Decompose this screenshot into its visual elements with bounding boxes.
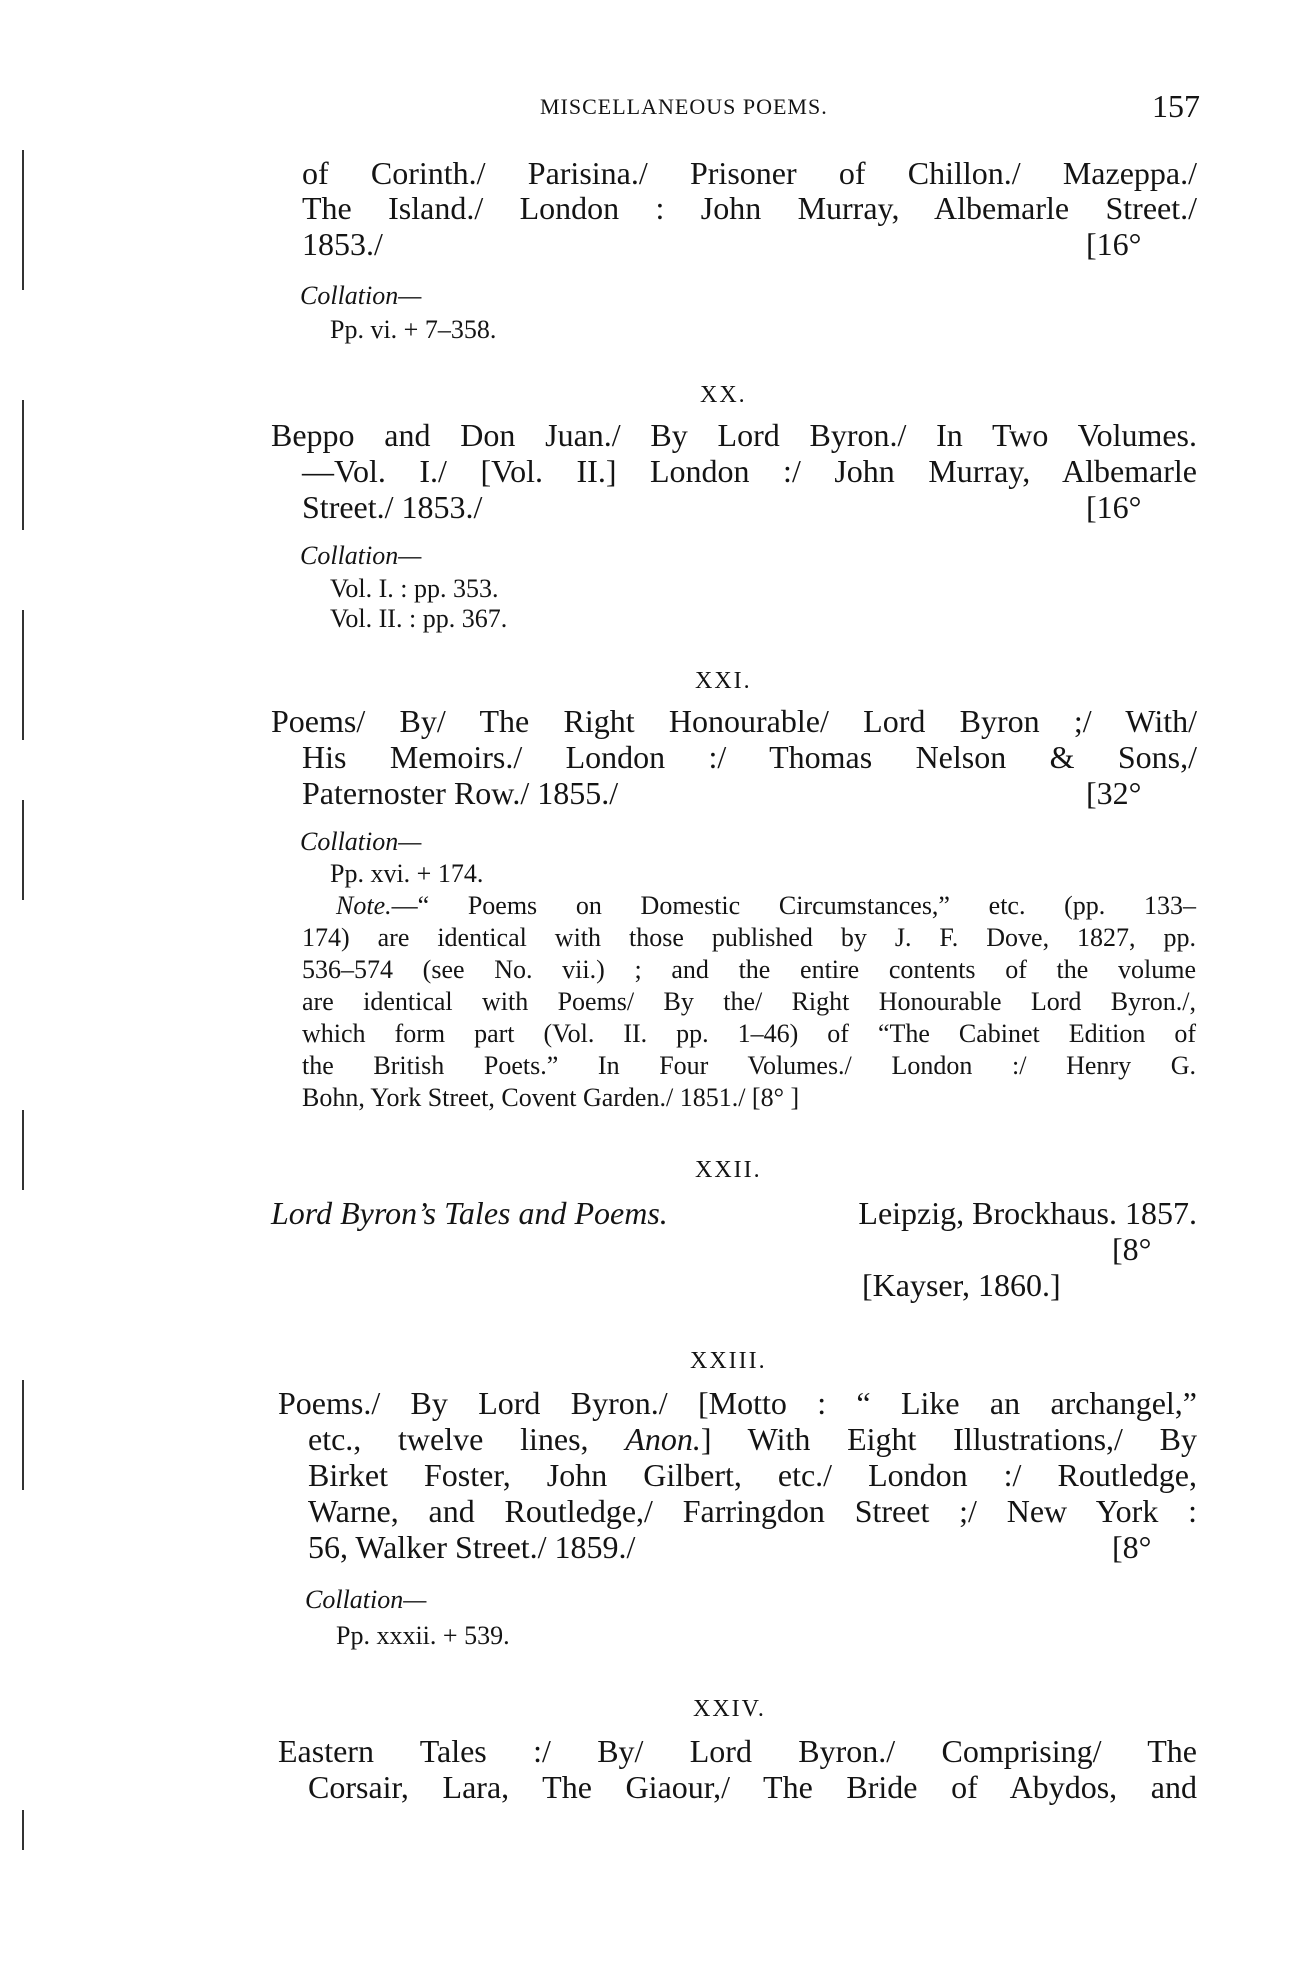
note-line: 536–574 (see No. vii.) ; and the entire contents of the volume [302,955,1196,984]
entry-text: ] With Eight Illustrations,/ By [700,1421,1198,1457]
page-number: 157 [1152,88,1200,124]
entry-line: Beppo and Don Juan./ By Lord Byron./ In Two Volumes. [271,417,1197,453]
entry-line: Poems/ By/ The Right Honourable/ Lord Byron ;/ With/ [271,703,1197,739]
collation-label: Collation— [300,541,422,570]
entry-number: XXIII. [690,1348,767,1374]
note-line: 174) are identical with those published by J. F. Dove, 1827, pp. [302,923,1196,952]
entry-line: 1853./ [302,226,383,262]
note-text: —“ Poems on Domestic Circumstances,” etc. (pp. 133– [391,891,1196,920]
note-line: which form part (Vol. II. pp. 1–46) of “The Cabinet Edition of [302,1019,1196,1048]
format-mark: [8° [1112,1231,1152,1267]
collation-label: Collation— [305,1585,427,1614]
margin-mark [22,400,24,530]
source-note: [Kayser, 1860.] [862,1267,1061,1303]
note-label: Note. [336,891,392,920]
margin-mark [22,150,24,290]
format-mark: [32° [1086,775,1142,811]
entry-line: Corsair, Lara, The Giaour,/ The Bride of Abydos, and [308,1769,1197,1805]
note-line: Bohn, York Street, Covent Garden./ 1851./ [8° ] [302,1083,800,1112]
entry-number: XXIV. [693,1696,766,1722]
entry-imprint: Leipzig, Brockhaus. 1857. [858,1195,1197,1231]
running-header [270,88,1200,128]
collation-label: Collation— [300,827,422,856]
collation-label: Collation— [300,281,422,310]
collation-line: Pp. xxxii. + 539. [336,1621,510,1650]
note-line: the British Poets.” In Four Volumes./ London :/ Henry G. [302,1051,1196,1080]
entry-text-italic: Anon. [625,1421,701,1457]
entry-line: Street./ 1853./ [302,489,483,525]
entry-line [271,1196,1197,1230]
entry-number: XXI. [695,668,752,694]
entry-line: —Vol. I./ [Vol. II.] London :/ John Murray, Albemarle [302,453,1197,489]
collation-line: Pp. vi. + 7–358. [330,315,497,344]
margin-mark [22,800,24,900]
margin-mark [22,1810,24,1850]
format-mark: [16° [1086,226,1142,262]
entry-line [308,1422,1197,1456]
entry-text: etc., twelve lines, [308,1421,589,1457]
entry-line: 56, Walker Street./ 1859./ [308,1529,636,1565]
entry-line: Poems./ By Lord Byron./ [Motto : “ Like an archangel,” [278,1385,1197,1421]
entry-number: XXII. [695,1157,762,1183]
collation-line: Vol. I. : pp. 353. [330,574,499,603]
entry-line: Birket Foster, John Gilbert, etc./ London :/ Routledge, [308,1457,1197,1493]
note-line: are identical with Poems/ By the/ Right Honourable Lord Byron./, [302,987,1196,1016]
collation-line: Pp. xvi. + 174. [330,859,484,888]
entry-line: His Memoirs./ London :/ Thomas Nelson & Sons,/ [302,739,1197,775]
format-mark: [8° [1112,1529,1152,1565]
margin-mark [22,1110,24,1190]
entry-line: The Island./ London : John Murray, Albemarle Street./ [302,190,1197,226]
entry-line: Paternoster Row./ 1855./ [302,775,619,811]
margin-mark [22,1380,24,1490]
entry-line: Eastern Tales :/ By/ Lord Byron./ Comprising/ The [278,1733,1197,1769]
collation-line: Vol. II. : pp. 367. [330,604,508,633]
margin-mark [22,610,24,740]
format-mark: [16° [1086,489,1142,525]
note-line [336,890,1196,922]
entry-line: of Corinth./ Parisina./ Prisoner of Chillon./ Mazeppa./ [302,155,1197,191]
entry-title: Lord Byron’s Tales and Poems. [271,1195,668,1231]
entry-line: Warne, and Routledge,/ Farringdon Street ;/ New York : [308,1493,1197,1529]
entry-number: XX. [700,382,747,408]
running-title: MISCELLANEOUS POEMS. [540,94,828,119]
